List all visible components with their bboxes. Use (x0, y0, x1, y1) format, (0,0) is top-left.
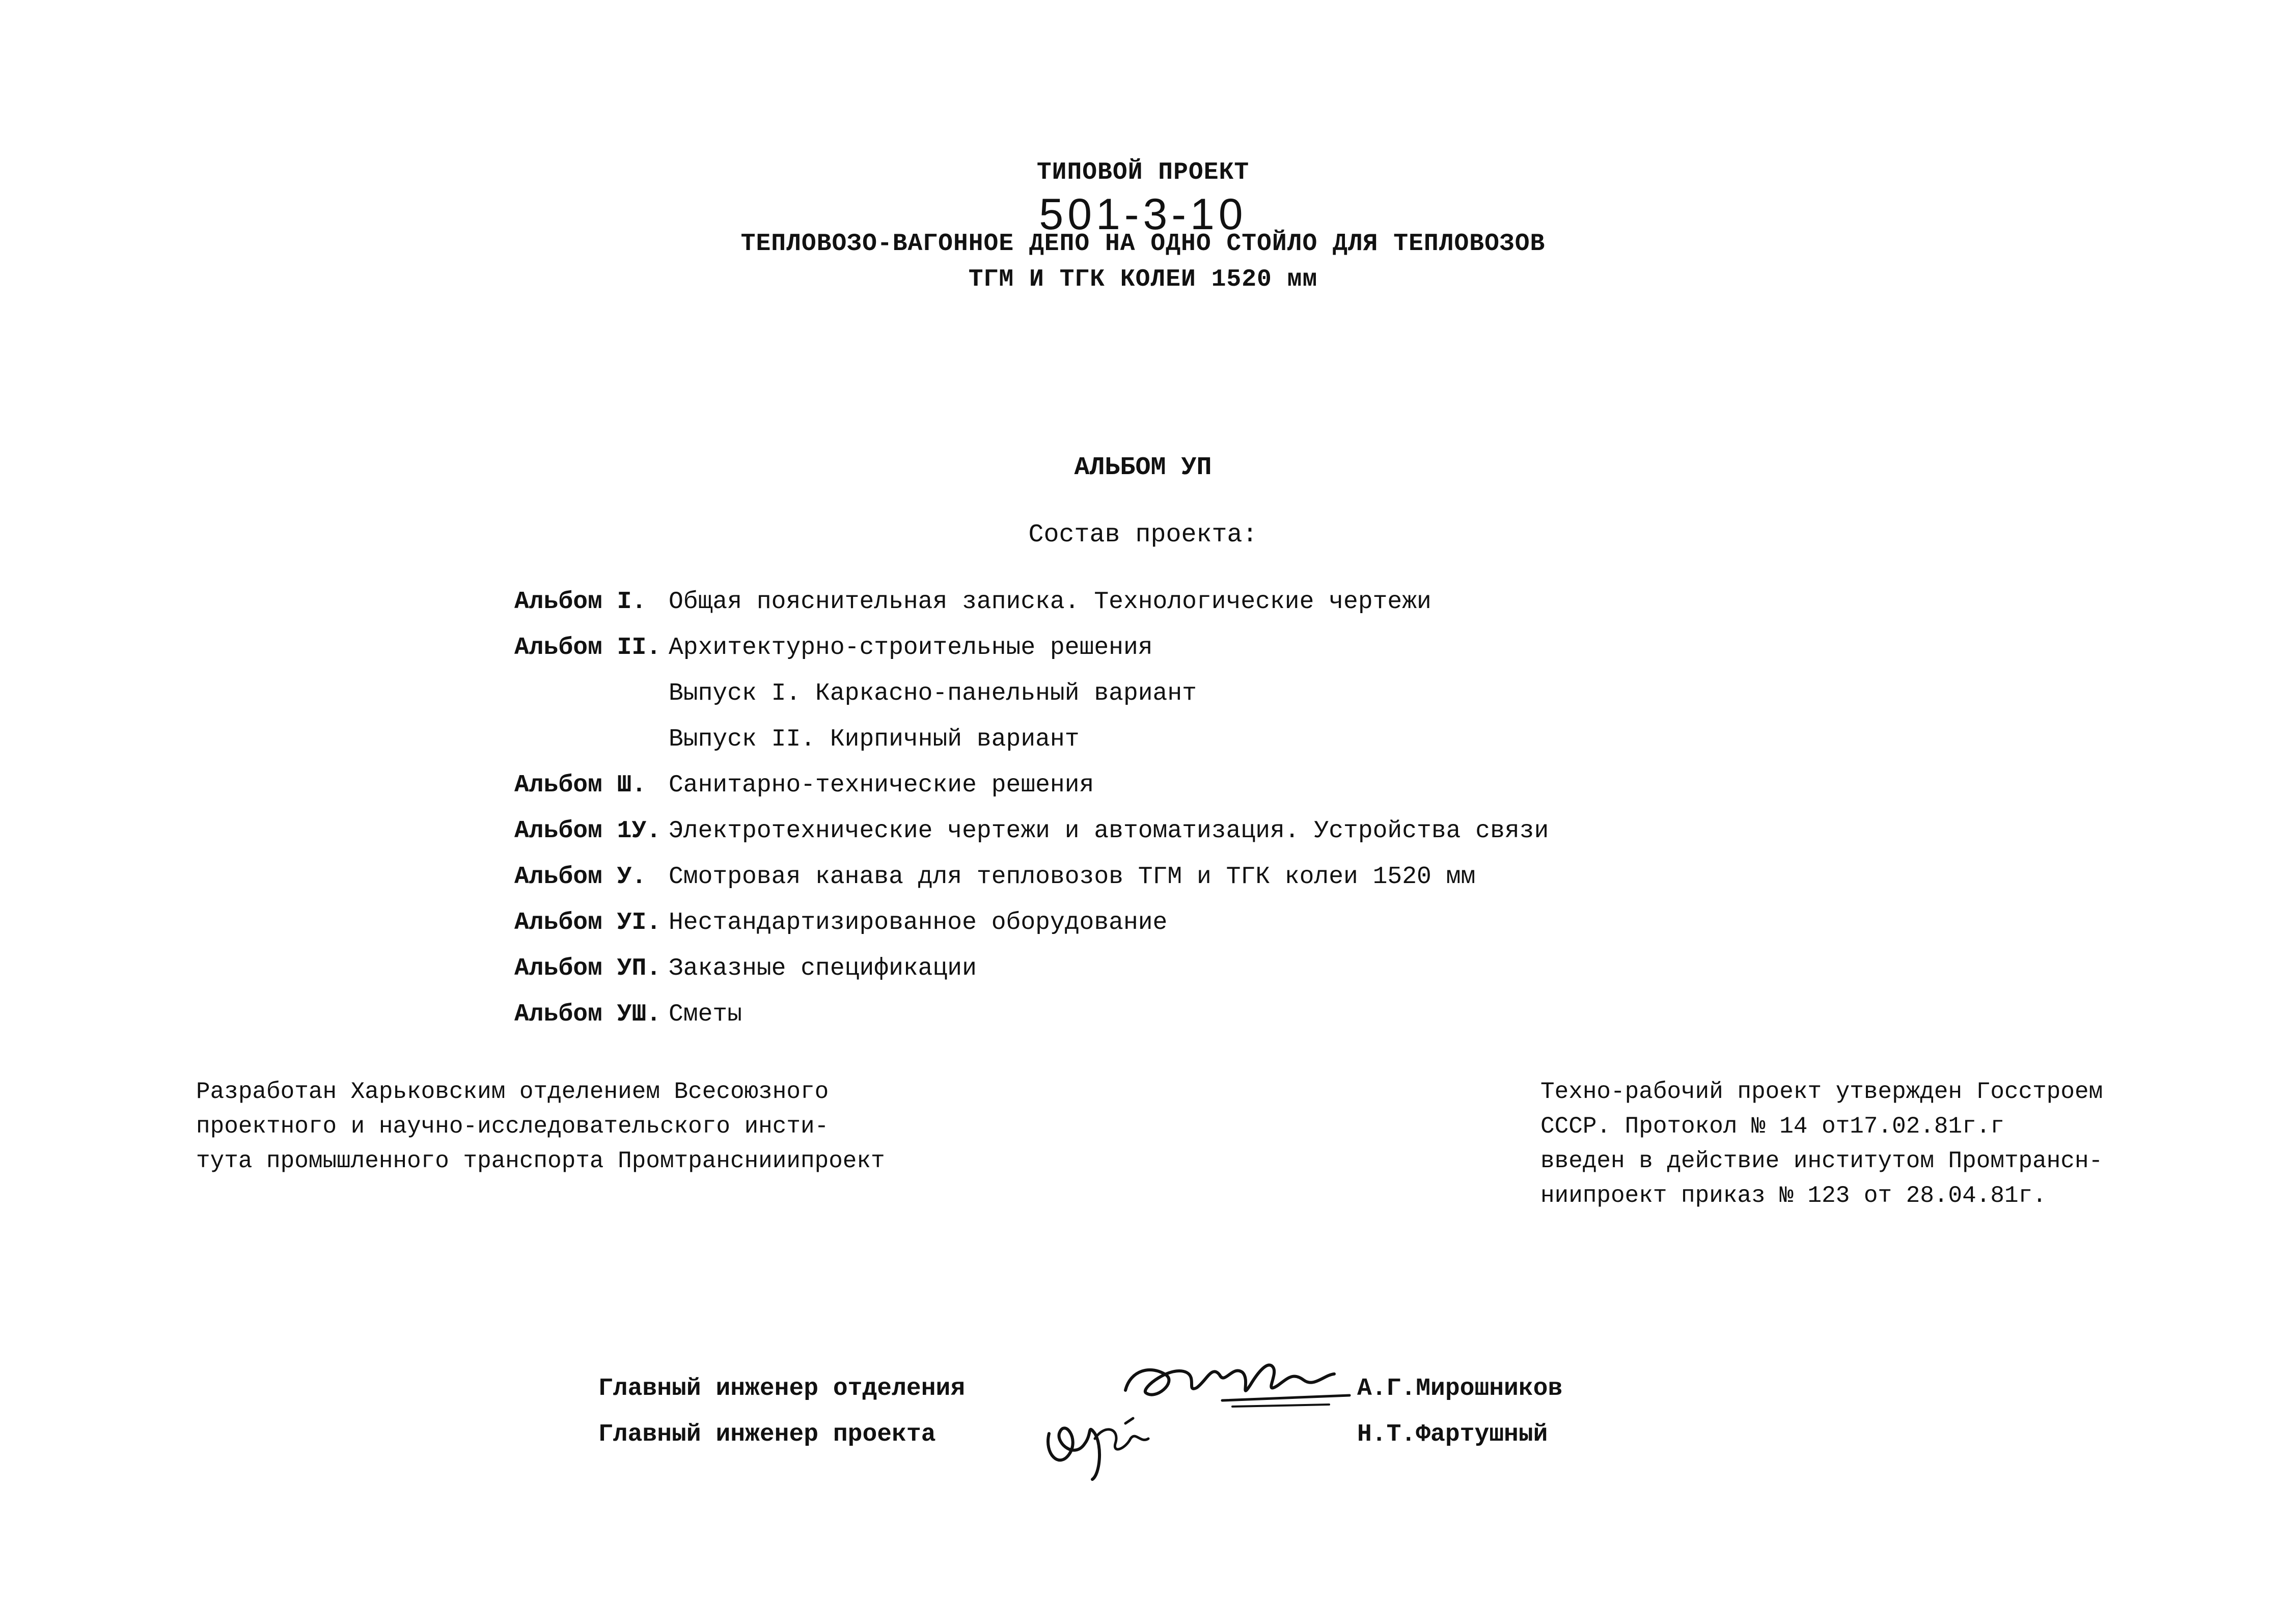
header-line-1: ТИПОВОЙ ПРОЕКТ (1036, 159, 1250, 186)
composition-title: Состав проекта: (1028, 520, 1258, 549)
developed-by-line: Разработан Харьковским отделением Всесоюзного (196, 1079, 829, 1105)
album-label: Альбом У. (514, 863, 647, 891)
album-title: АЛЬБОМ УП (1074, 453, 1212, 482)
album-text: Архитектурно-строительные решения (669, 634, 1153, 662)
signature-name: А.Г.Мирошников (1357, 1375, 1563, 1402)
album-text: Сметы (669, 1001, 742, 1028)
developed-by-line: тута промышленного транспорта Промтранснииипроект (196, 1148, 885, 1174)
header-line-3: ТГМ И ТГК КОЛЕИ 1520 мм (968, 266, 1318, 293)
album-label: Альбом УШ. (514, 1001, 662, 1028)
album-text: Заказные спецификации (669, 955, 977, 982)
album-label: Альбом Ш. (514, 772, 647, 799)
album-text: Санитарно-технические решения (669, 772, 1094, 799)
album-text: Смотровая канава для тепловозов ТГМ и ТГК колеи 1520 мм (669, 863, 1476, 891)
album-text: Общая пояснительная записка. Технологические чертежи (669, 588, 1431, 616)
approval-block (1540, 1075, 2103, 1213)
signature-role: Главный инженер отделения (598, 1375, 966, 1402)
album-label: Альбом УП. (514, 955, 662, 982)
album-label: Альбом II. (514, 634, 662, 662)
album-text: Выпуск I. Каркасно-панельный вариант (669, 680, 1197, 707)
album-label: Альбом УI. (514, 909, 662, 937)
album-text: Выпуск II. Кирпичный вариант (669, 726, 1080, 753)
approval-line: ниипроект приказ № 123 от 28.04.81г. (1540, 1182, 2047, 1209)
handwritten-signature-2 (1039, 1403, 1161, 1484)
album-label: Альбом I. (514, 588, 647, 616)
album-label: Альбом 1У. (514, 817, 662, 845)
approval-line: введен в действие институтом Промтрансн- (1540, 1148, 2103, 1174)
developed-by-block (196, 1075, 885, 1178)
album-text: Электротехнические чертежи и автоматизация. Устройства связи (669, 817, 1549, 845)
signature-role: Главный инженер проекта (598, 1421, 936, 1448)
album-text: Нестандартизированное оборудование (669, 909, 1168, 937)
approval-line: СССР. Протокол № 14 от17.02.81г.г (1540, 1113, 2004, 1140)
header-line-2: ТЕПЛОВОЗО-ВАГОННОЕ ДЕПО НА ОДНО СТОЙЛО ДЛЯ ТЕПЛОВОЗОВ (740, 230, 1546, 258)
developed-by-line: проектного и научно-исследовательского инсти- (196, 1113, 829, 1140)
approval-line: Техно-рабочий проект утвержден Госстроем (1540, 1079, 2103, 1105)
project-code: 501-3-10 (1039, 190, 1247, 239)
signature-name: Н.Т.Фартушный (1357, 1421, 1548, 1448)
